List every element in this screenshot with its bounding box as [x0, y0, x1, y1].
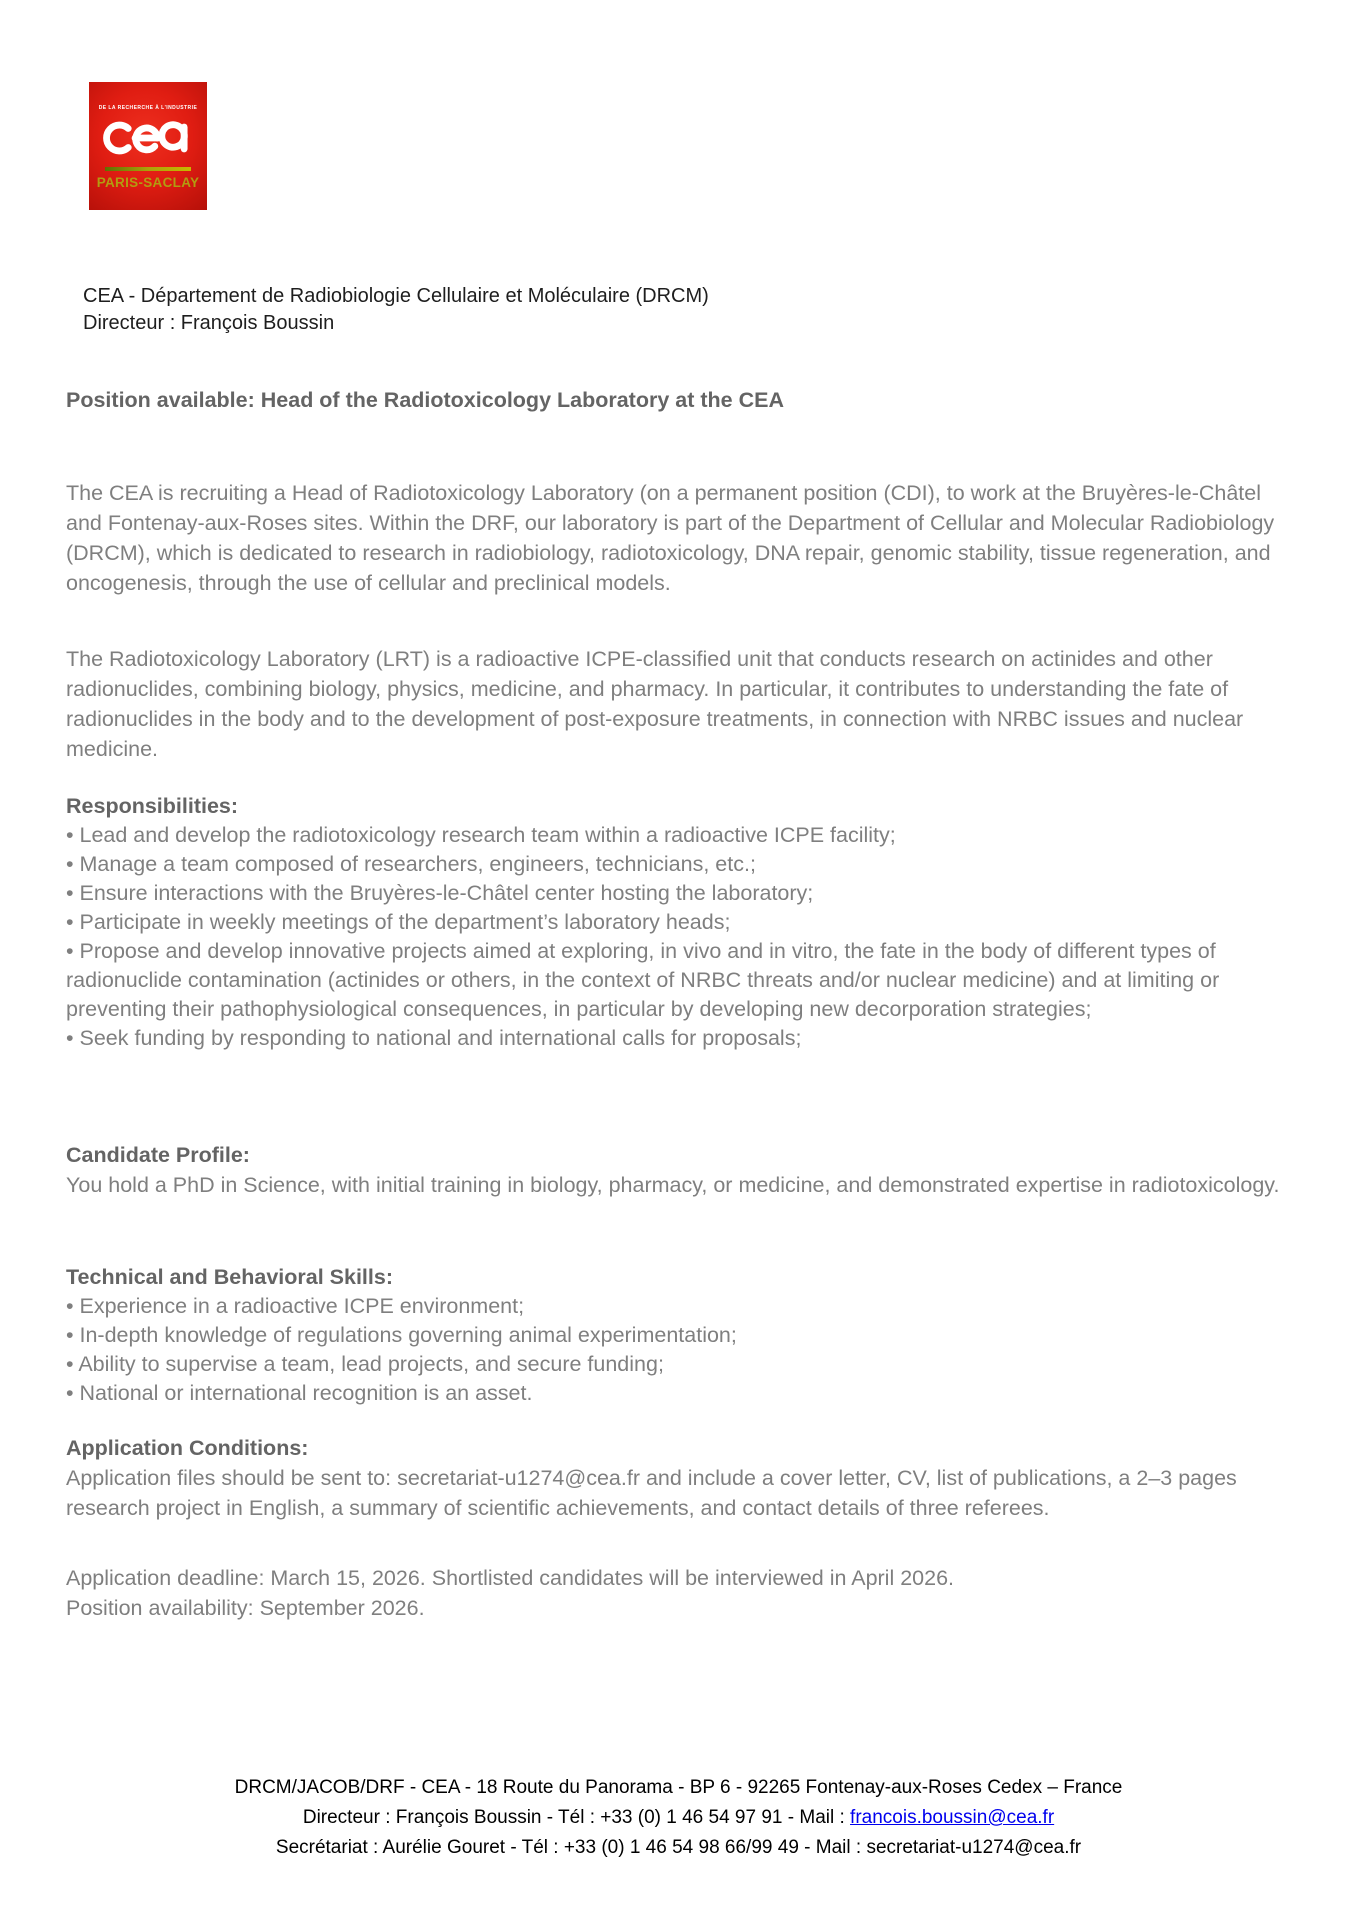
deadline-line: Application deadline: March 15, 2026. Shortlisted candidates will be interviewed in April 2026. [66, 1566, 955, 1590]
candidate-profile-text: You hold a PhD in Science, with initial training in biology, pharmacy, or medicine, and demonstrated expertise in radiotoxicology. [66, 1173, 1280, 1197]
footer-address: DRCM/JACOB/DRF - CEA - 18 Route du Panorama - BP 6 - 92265 Fontenay-aux-Roses Cedex – France [234, 1777, 1123, 1798]
candidate-profile-section [66, 1140, 1298, 1200]
responsibility-item: • Ensure interactions with the Bruyères-le-Châtel center hosting the laboratory; [66, 881, 814, 905]
footer [0, 1773, 1357, 1863]
intro-paragraph-1: The CEA is recruiting a Head of Radiotoxicology Laboratory (on a permanent position (CDI), to work at the Bruyères-le-Châtel and Fontenay-aux-Roses sites. Within the DRF, our laboratory is part of the Department of Cellular and Molecular Radiobiology (DRCM), which is dedicated to research in radiobiology, radiotoxicology, DNA repair, genomic stability, tissue regeneration, and oncogenesis, through the use of cellular and preclinical models. [66, 481, 1275, 595]
intro-paragraph-2: The Radiotoxicology Laboratory (LRT) is a radioactive ICPE-classified unit that conducts research on actinides and other radionuclides, combining biology, physics, medicine, and pharmacy. In particular, it contributes to understanding the fate of radionuclides in the body and to the development of post-exposure treatments, in connection with NRBC issues and nuclear medicine. [66, 647, 1244, 761]
org-director: Directeur : François Boussin [83, 312, 335, 334]
responsibility-item: • Seek funding by responding to national and international calls for proposals; [66, 1026, 802, 1050]
footer-director-prefix: Directeur : François Boussin - Tél : +33 (0) 1 46 54 97 91 - Mail : [302, 1807, 851, 1828]
responsibility-item: • Lead and develop the radiotoxicology research team within a radioactive ICPE facility; [66, 823, 896, 847]
dates-section [66, 1563, 1298, 1623]
skill-item: • Ability to supervise a team, lead projects, and secure funding; [66, 1352, 664, 1376]
logo-campus-label: PARIS-SACLAY [96, 175, 200, 190]
director-email-link[interactable]: francois.boussin@cea.fr [850, 1807, 1055, 1828]
availability-line: Position availability: September 2026. [66, 1596, 425, 1620]
org-name: CEA - Département de Radiobiologie Cellulaire et Moléculaire (DRCM) [83, 285, 709, 307]
page-title: Position available: Head of the Radiotoxicology Laboratory at the CEA [66, 388, 784, 412]
application-conditions-text: Application files should be sent to: secretariat-u1274@cea.fr and include a cover letter, CV, list of publications, a 2–3 pages research project in English, a summary of scientific achievements, and contact details of three referees. [66, 1466, 1237, 1520]
skills-section [66, 1263, 1298, 1408]
cea-logo [89, 82, 207, 210]
candidate-profile-heading: Candidate Profile: [66, 1143, 250, 1167]
skill-item: • National or international recognition is an asset. [66, 1381, 533, 1405]
footer-secretariat-line: Secrétariat : Aurélie Gouret - Tél : +33 (0) 1 46 54 98 66/99 49 - Mail : secretariat-u1274@cea.fr [275, 1837, 1082, 1858]
footer-director-line [0, 1803, 1357, 1833]
logo-tagline: DE LA RECHERCHE À L'INDUSTRIE [98, 105, 198, 111]
responsibility-item: • Participate in weekly meetings of the department’s laboratory heads; [66, 910, 731, 934]
cea-wordmark-icon [103, 115, 193, 161]
logo-divider [105, 167, 191, 171]
responsibilities-section [66, 792, 1298, 1053]
org-header [83, 283, 709, 337]
responsibility-item: • Manage a team composed of researchers, engineers, technicians, etc.; [66, 852, 756, 876]
skill-item: • Experience in a radioactive ICPE environment; [66, 1294, 525, 1318]
skill-item: • In-depth knowledge of regulations governing animal experimentation; [66, 1323, 737, 1347]
responsibilities-heading: Responsibilities: [66, 794, 239, 818]
application-conditions-section [66, 1433, 1298, 1523]
skills-heading: Technical and Behavioral Skills: [66, 1265, 393, 1289]
application-conditions-heading: Application Conditions: [66, 1436, 309, 1460]
responsibility-item: • Propose and develop innovative projects aimed at exploring, in vivo and in vitro, the fate in the body of different types of radionuclide contamination (actinides or others, in the context of NRBC threats and/or nuclear medicine) and at limiting or preventing their pathophysiological consequences, in particular by developing new decorporation strategies; [66, 939, 1220, 1021]
